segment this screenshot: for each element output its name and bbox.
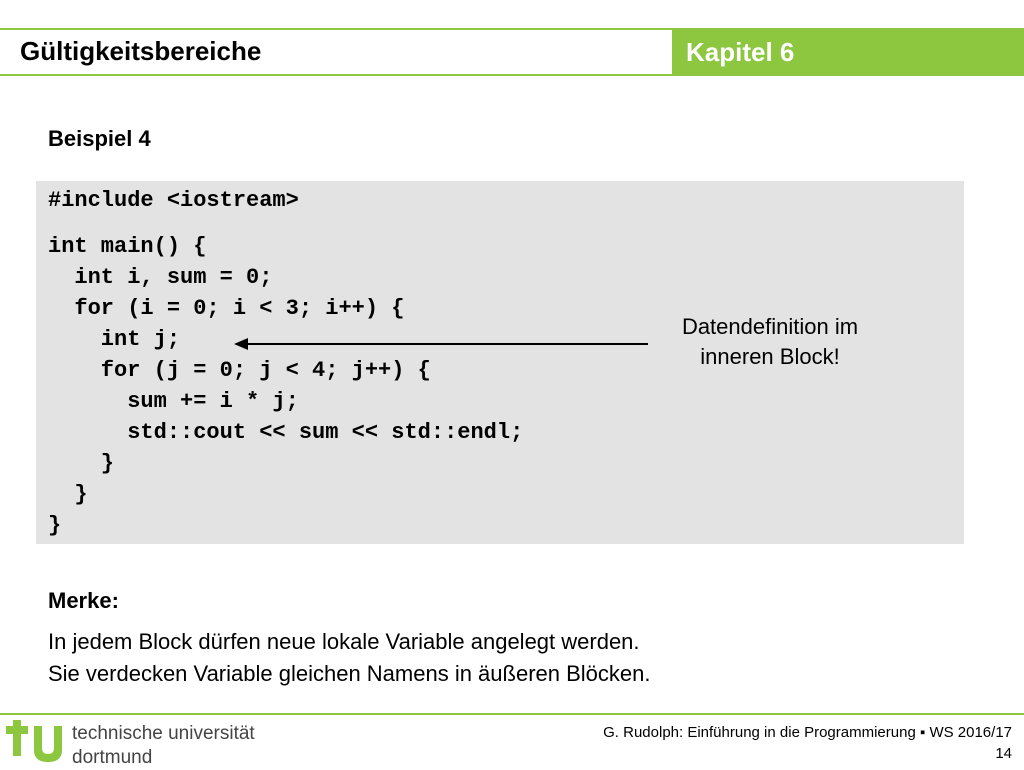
slide-title: Gültigkeitsbereiche xyxy=(20,36,262,66)
code-line: int i, sum = 0; xyxy=(48,265,273,290)
code-line: int main() { xyxy=(48,234,207,259)
tu-dortmund-logo xyxy=(4,716,68,766)
page-number: 14 xyxy=(995,745,1012,762)
merke-text-line-1: In jedem Block dürfen neue lokale Variable angelegt werden. xyxy=(48,629,640,654)
footer-info xyxy=(603,722,1012,764)
footer-rule xyxy=(0,713,1024,715)
university-line-2: dortmund xyxy=(72,747,153,768)
section-label: Beispiel 4 xyxy=(48,126,151,151)
merke-text-line-2: Sie verdecken Variable gleichen Namens in äußeren Blöcken. xyxy=(48,661,651,686)
chapter-badge: Kapitel 6 xyxy=(672,30,1024,74)
course-info: G. Rudolph: Einführung in die Programmierung ▪ WS 2016/17 xyxy=(603,724,1012,741)
code-line: } xyxy=(48,451,115,476)
university-line-1: technische universität xyxy=(72,723,255,744)
code-line: std::cout << sum << std::endl; xyxy=(48,420,524,445)
code-line: int j; xyxy=(48,327,181,352)
code-line: for (i = 0; i < 3; i++) { xyxy=(48,296,405,321)
code-line: #include <iostream> xyxy=(48,188,299,213)
code-line: for (j = 0; j < 4; j++) { xyxy=(48,358,431,383)
annotation-note xyxy=(650,312,890,372)
code-line: } xyxy=(48,513,62,538)
code-line: sum += i * j; xyxy=(48,389,299,414)
annotation-line-2: inneren Block! xyxy=(700,344,840,369)
annotation-arrow xyxy=(234,334,654,354)
header-rule xyxy=(0,74,1024,76)
merke-heading: Merke: xyxy=(48,588,119,613)
university-name xyxy=(72,722,255,770)
code-line: } xyxy=(48,482,88,507)
annotation-line-1: Datendefinition im xyxy=(681,314,859,339)
